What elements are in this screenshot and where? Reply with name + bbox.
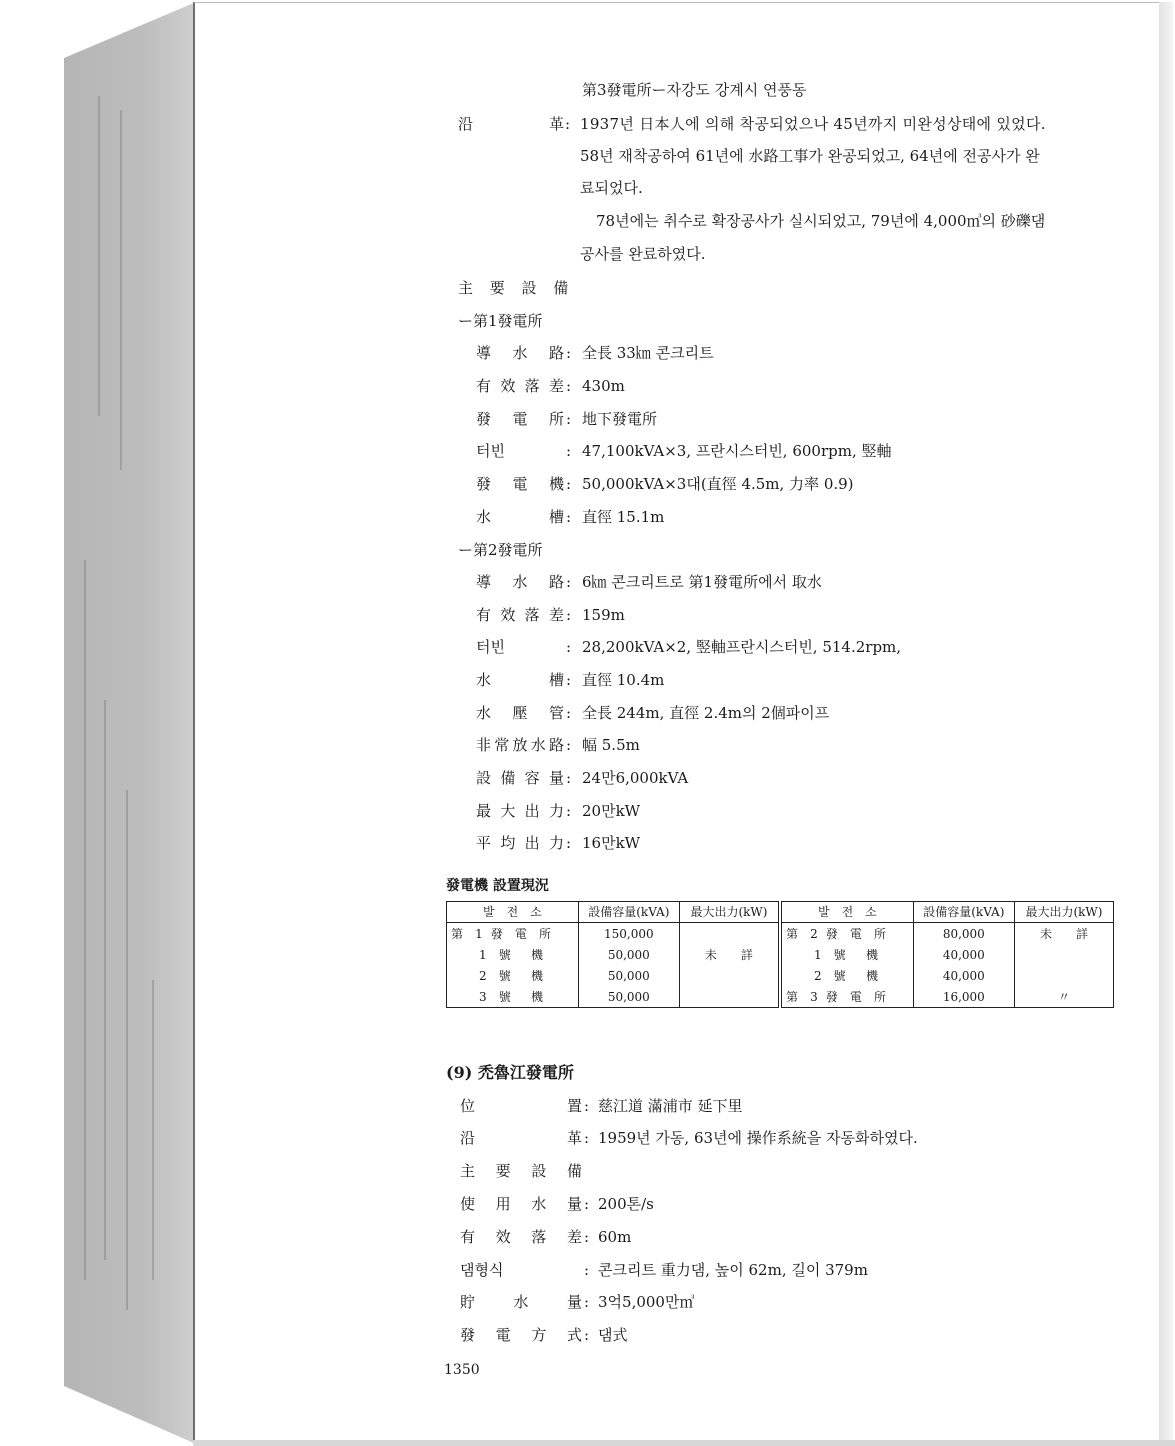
plant2-heading: ー第2發電所	[458, 541, 543, 559]
table-cell	[679, 986, 780, 1008]
column-header: 발 전 소	[780, 902, 913, 923]
table-cell: 1 號 機	[447, 944, 579, 965]
spec-value: 60m	[598, 1228, 632, 1246]
table-cell: 40,000	[913, 965, 1014, 986]
colon: :	[566, 769, 572, 787]
spec-value: 24만6,000kVA	[582, 769, 689, 787]
table-cell	[679, 923, 780, 945]
spec-label: 導水路	[476, 573, 564, 591]
table-cell: 第 3 發 電 所	[780, 986, 913, 1008]
column-header: 設備容量(kVA)	[913, 902, 1014, 923]
table-row	[447, 986, 1114, 1008]
table-cell	[1014, 965, 1113, 986]
spec-value: 16만kW	[582, 834, 641, 852]
table-cell: 未 詳	[1014, 923, 1113, 945]
spec-value: 47,100kVA×3, 프란시스터빈, 600rpm, 竪軸	[582, 442, 892, 460]
table-cell: 80,000	[913, 923, 1014, 945]
colon: :	[565, 115, 571, 133]
colon: :	[584, 1293, 590, 1311]
colon: :	[566, 638, 572, 656]
spec-label: 댐형식	[460, 1261, 504, 1279]
main-equipment-heading: 主 要 設 備	[458, 279, 575, 297]
edge-mark	[104, 700, 106, 1260]
table-cell: 16,000	[913, 986, 1014, 1008]
table-cell	[1014, 944, 1113, 965]
colon: :	[584, 1261, 590, 1279]
table-cell: 50,000	[578, 986, 679, 1008]
colon: :	[566, 410, 572, 428]
table-cell: 〃	[1014, 986, 1113, 1008]
spec-label: 非常放水路	[476, 736, 564, 754]
spec-value: 幅 5.5m	[582, 736, 640, 754]
table-cell: 第 1 發 電 所	[447, 923, 579, 945]
colon: :	[584, 1326, 590, 1344]
table-cell: 3 號 機	[447, 986, 579, 1008]
right-page-edge	[1159, 2, 1173, 1444]
column-header: 最大出力(kW)	[679, 902, 780, 923]
table-cell: 未 詳	[679, 944, 780, 965]
table-cell: 150,000	[578, 923, 679, 945]
spec-label: 平均出力	[476, 834, 564, 852]
spec-label: 水槽	[476, 508, 564, 526]
colon: :	[566, 344, 572, 362]
spec-label: 位置	[460, 1097, 582, 1115]
spec-label: 水槽	[476, 671, 564, 689]
edge-mark	[98, 96, 100, 416]
column-header: 발 전 소	[447, 902, 579, 923]
section9-title: (9) 禿魯江發電所	[446, 1063, 574, 1082]
spec-label: 有效落差	[476, 606, 564, 624]
plant1-heading: ー第1發電所	[458, 312, 543, 330]
table-cell: 50,000	[578, 944, 679, 965]
spec-value: 159m	[582, 606, 625, 624]
spec-value: 430m	[582, 377, 625, 395]
table-cell: 40,000	[913, 944, 1014, 965]
spec-value: 慈江道 滿浦市 延下里	[598, 1097, 743, 1115]
spec-value: 直徑 15.1m	[582, 508, 665, 526]
spec-label: 沿革	[460, 1129, 582, 1147]
spec-label: 發電方式	[460, 1326, 582, 1344]
spec-label: 使用水量	[460, 1195, 582, 1213]
edge-mark	[84, 560, 86, 1280]
table-cell: 2 號 機	[780, 965, 913, 986]
table-cell: 1 號 機	[780, 944, 913, 965]
table-cell: 第 2 發 電 所	[780, 923, 913, 945]
history-line: 58년 재착공하여 61년에 水路工事가 완공되었고, 64년에 전공사가 완	[580, 147, 1040, 165]
edge-mark	[126, 790, 128, 1310]
table-cell: 50,000	[578, 965, 679, 986]
spec-label: 水壓管	[476, 704, 564, 722]
colon: :	[584, 1097, 590, 1115]
table-row	[447, 944, 1114, 965]
column-header: 設備容量(kVA)	[578, 902, 679, 923]
colon: :	[584, 1129, 590, 1147]
spec-label: 發電所	[476, 410, 564, 428]
colon: :	[566, 606, 572, 624]
spec-value: 1959년 가동, 63년에 操作系統을 자동화하였다.	[598, 1129, 918, 1147]
spec-label: 有效落差	[460, 1228, 582, 1246]
column-header: 最大出力(kW)	[1014, 902, 1113, 923]
colon: :	[566, 671, 572, 689]
spec-value: 28,200kVA×2, 竪軸프란시스터빈, 514.2rpm,	[582, 638, 902, 656]
spec-value: 3억5,000만㎥	[598, 1293, 695, 1311]
bottom-page-edge	[193, 1440, 1175, 1446]
colon: :	[566, 377, 572, 395]
spec-label: 有效落差	[476, 377, 564, 395]
generator-table	[446, 901, 1114, 1008]
spec-label: 最大出力	[476, 802, 564, 820]
table-cell	[679, 965, 780, 986]
spec-label: 導水路	[476, 344, 564, 362]
spec-label: 主要設備	[460, 1162, 582, 1180]
colon: :	[584, 1228, 590, 1246]
history-line: 78년에는 취수로 확장공사가 실시되었고, 79년에 4,000㎥의 砂礫댐	[596, 212, 1046, 230]
colon: :	[566, 508, 572, 526]
colon: :	[566, 802, 572, 820]
colon: :	[566, 834, 572, 852]
spec-label: 터빈	[476, 638, 505, 656]
edge-mark	[120, 110, 122, 470]
history-line: 1937년 日本人에 의해 착공되었으나 45년까지 미완성상태에 있었다.	[580, 115, 1046, 133]
colon: :	[566, 704, 572, 722]
plant3-location: 第3發電所ー자강도 강계시 연풍동	[582, 81, 807, 99]
edge-mark	[152, 980, 154, 1280]
colon: :	[566, 442, 572, 460]
spec-label: 貯水量	[460, 1293, 582, 1311]
spec-value: 200톤/s	[598, 1195, 654, 1213]
spec-value: 地下發電所	[582, 410, 658, 428]
history-line: 료되었다.	[580, 179, 643, 197]
colon: :	[584, 1195, 590, 1213]
page-number: 1350	[444, 1362, 480, 1378]
spec-label: 設備容量	[476, 769, 564, 787]
spec-label: 터빈	[476, 442, 505, 460]
spec-value: 直徑 10.4m	[582, 671, 665, 689]
table-row	[447, 923, 1114, 945]
table-header-row	[447, 902, 1114, 923]
table-cell: 2 號 機	[447, 965, 579, 986]
table-row	[447, 965, 1114, 986]
history-label: 沿 革	[458, 115, 564, 133]
spec-value: 全長 244m, 直徑 2.4m의 2個파이프	[582, 704, 830, 722]
history-line: 공사를 완료하였다.	[580, 245, 706, 263]
spec-value: 6㎞ 콘크리트로 第1發電所에서 取水	[582, 573, 822, 591]
spec-value: 댐式	[598, 1326, 628, 1344]
spec-value: 콘크리트 重力댐, 높이 62m, 길이 379m	[598, 1261, 868, 1279]
spec-label: 發電機	[476, 475, 564, 493]
colon: :	[566, 475, 572, 493]
spec-value: 全長 33㎞ 콘크리트	[582, 344, 714, 362]
colon: :	[566, 573, 572, 591]
spec-value: 20만kW	[582, 802, 641, 820]
spec-value: 50,000kVA×3대(直徑 4.5m, 力率 0.9)	[582, 475, 854, 493]
table-caption: 發電機 設置現況	[446, 878, 549, 894]
colon: :	[566, 736, 572, 754]
